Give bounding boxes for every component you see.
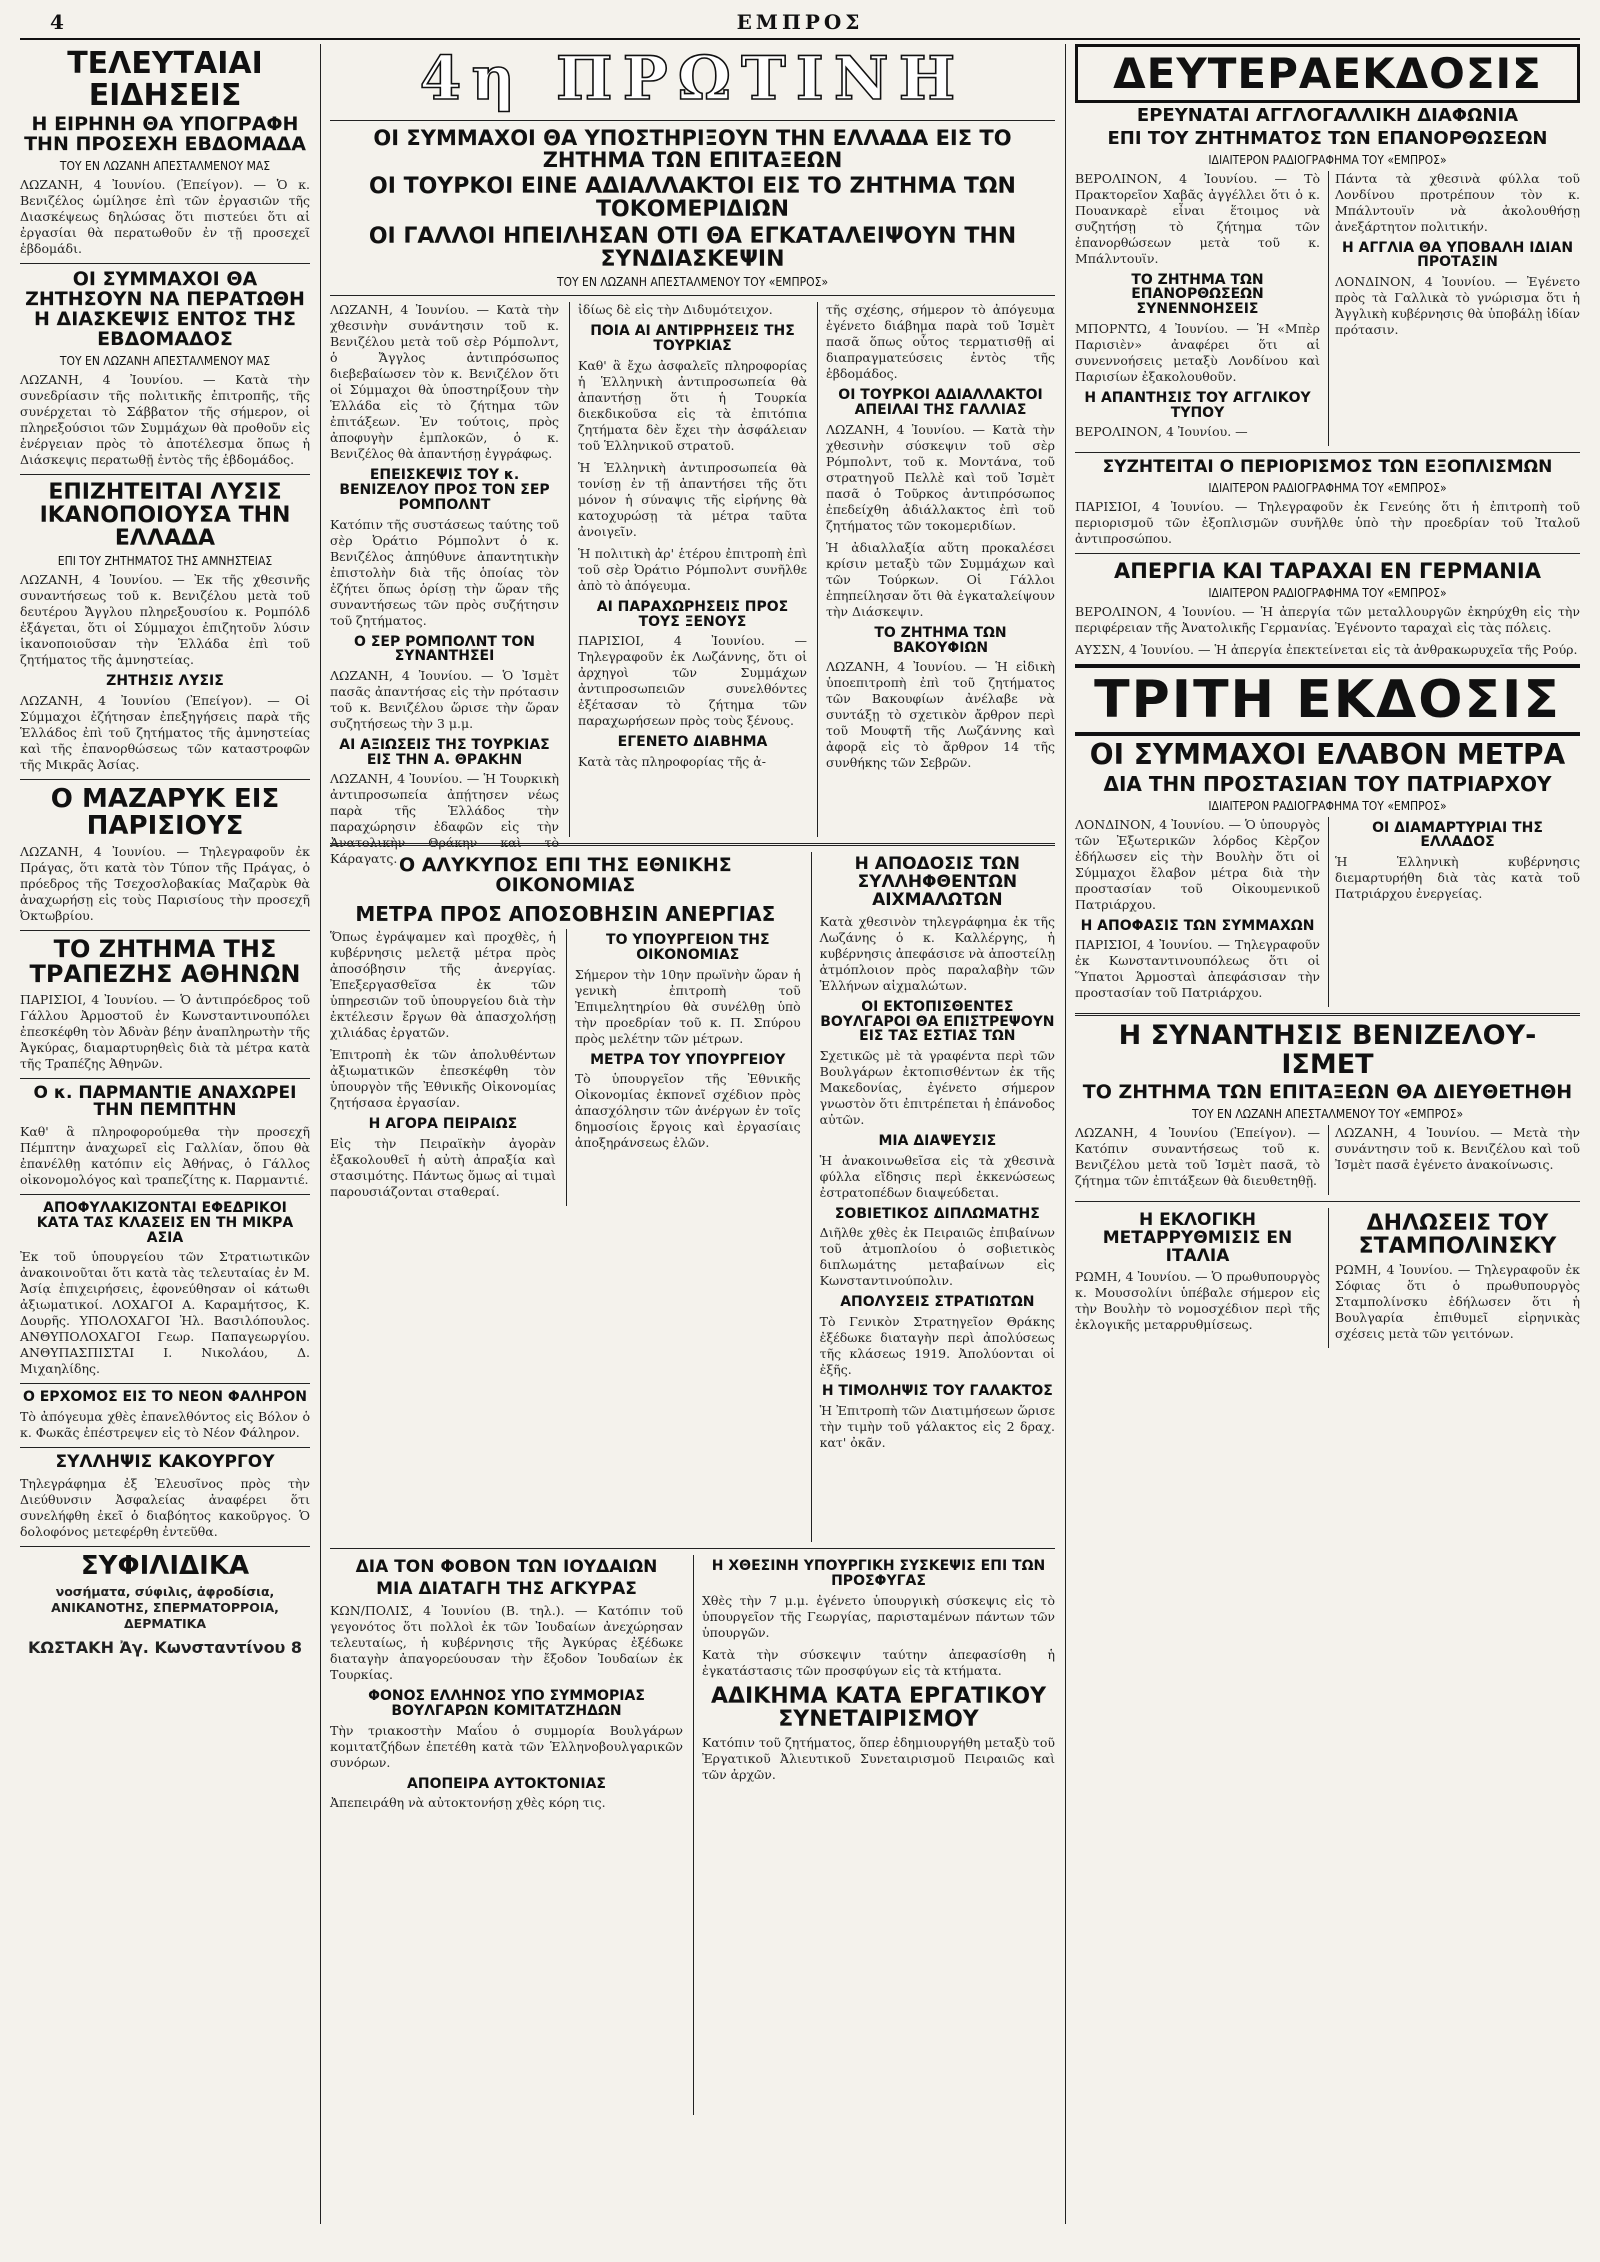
middle-section (330, 852, 1055, 1542)
masthead: ΕΜΠΡΟΣ (736, 10, 864, 34)
article-text: Σχετικῶς μὲ τὰ γραφέντα περὶ τῶν Βουλγάρων ἐκτοπισθέντων ἐκ τῆς Μακεδονίας, ἐγένετο σήμερον γνωστὸν ὅτι ἐπιτρέπεται ἡ ἐπάνοδος αὐτῶν. (819, 1048, 1055, 1128)
headline: ΔΙΑ ΤΟΝ ΦΟΒΟΝ ΤΩΝ ΙΟΥΔΑΙΩΝ (355, 1557, 658, 1578)
headline: ΕΡΕΥΝΑΤΑΙ ΑΓΓΛΟΓΑΛΛΙΚΗ ΔΙΑΦΩΝΙΑ (1136, 105, 1519, 126)
headline: Η ΑΓΟΡΑ ΠΕΙΡΑΙΩΣ (368, 1116, 518, 1133)
headline: Ο ΜΑΖΑΡΥΚ ΕΙΣ ΠΑΡΙΣΙΟΥΣ (50, 783, 280, 841)
page-number: 4 (50, 10, 64, 34)
headline: ΑΠΟΠΕΙΡΑ ΑΥΤΟΚΤΟΝΙΑΣ (407, 1775, 606, 1792)
headline: ΕΠΙΖΗΤΕΙΤΑΙ ΛΥΣΙΣ ΙΚΑΝΟΠΟΙΟΥΣΑ ΤΗΝ ΕΛΛΑΔΑ (39, 479, 291, 551)
byline: ΙΔΙΑΙΤΕΡΟΝ ΡΑΔΙΟΓΡΑΦΗΜΑ ΤΟΥ «ΕΜΠΡΟΣ» (1208, 798, 1447, 813)
headline: ΕΠΕΙΣΚΕΨΙΣ ΤΟΥ κ. ΒΕΝΙΖΕΛΟΥ ΠΡΟΣ ΤΟΝ ΣΕΡ ΡΟΜΠΟΛΝΤ (339, 467, 550, 513)
article-text: ΛΩΖΑΝΗ, 4 Ἰουνίου. (Ἐπείγον). — Ὁ κ. Βενιζέλος ὡμίλησε ἐπὶ τῶν ἐργασιῶν τῆς Διασκέψεως δηλώσας ὅτι πιστεύει ὅτι αἱ ἐργασίαι θὰ περατωθοῦν ἐν τῇ προσεχεῖ ἑβδομάδι. (20, 176, 310, 256)
subheadline: ΔΙΑ ΤΗΝ ΠΡΟΣΤΑΣΙΑΝ ΤΟΥ ΠΑΤΡΙΑΡΧΟΥ (1103, 771, 1552, 796)
headline: ΤΟ ΖΗΤΗΜΑ ΤΗΣ ΤΡΑΠΕΖΗΣ ΑΘΗΝΩΝ (29, 935, 301, 989)
story-column (1075, 1125, 1320, 1195)
article-text: Διῆλθε χθὲς ἐκ Πειραιῶς ἐπιβαίνων τοῦ ἀτμοπλοίου ὁ σοβιετικὸς διπλωμάτης μεταβαίνων εἰς Κωνσταντινούπολιν. (819, 1225, 1055, 1289)
headline: ΜΙΑ ΔΙΑΨΕΥΣΙΣ (878, 1133, 997, 1150)
article-text: ΠΑΡΙΣΙΟΙ, 4 Ἰουνίου. — Ὁ ἀντιπρόεδρος τοῦ Γάλλου Ἀρμοστοῦ ἐν Κωνσταντινουπόλει ἐπεσκέφθη τὸν Ἀδνὰν βέην ἀναπληρωτὴν τῆς Ἀγκύρας, διαμαρτυρηθεὶς διὰ τὰ μέτρα κατὰ τῆς Τραπέζης Ἀθηνῶν. (20, 991, 310, 1071)
article-text: ΚΩΝ/ΠΟΛΙΣ, 4 Ἰουνίου (Β. τηλ.). — Κατόπιν τοῦ γεγονότος ὅτι πολλοὶ ἐκ τῶν Ἰουδαίων ἀνεχώρησαν τελευταίως, ἡ κυβέρνησις τῆς Ἀγκύρας ἐξέδωκε διαταγὴν ἀπαγορεύουσαν τὴν ἔξοδον Ἰουδαίων ἐκ Τουρκίας. (330, 1603, 683, 1683)
headline: Η ΑΓΓΛΙΑ ΘΑ ΥΠΟΒΑΛΗ ΙΔΙΑΝ ΠΡΟΤΑΣΙΝ (1341, 239, 1574, 271)
article-text: ΑΥΣΣΝ, 4 Ἰουνίου. — Ἡ ἀπεργία ἐπεκτείνεται εἰς τὰ ἀνθρακωρυχεῖα τῆς Ρούρ. (1075, 642, 1578, 658)
article-text: Ἡ πολιτικὴ ἀρ' ἑτέρου ἐπιτροπὴ ἐπὶ τοῦ σὲρ Ὀράτιο Ρόμπολντ συνῆλθε ἀπὸ τὸ ἀπόγευμα. (578, 545, 807, 593)
story-column (817, 302, 1055, 837)
article-text: Κατὰ χθεσινὸν τηλεγράφημα ἐκ τῆς Λωζάνης ὁ κ. Καλλέργης, ἡ κυβέρνησις ἀπεφάσισε νὰ ἀποστείλῃ ἀτμόπλοιον πρὸς παραλαβὴν τῶν Ἑλλήνων αἰχμαλώτων. (819, 914, 1055, 993)
story-columns (1075, 171, 1580, 446)
article-text: ΠΑΡΙΣΙΟΙ, 4 Ἰουνίου. — Τηλεγραφοῦν ἐκ Κωνσταντινουπόλεως ὅτι οἱ Ὕπατοι Ἁρμοσταὶ ἀπεφάσισαν τὴν προστασίαν τοῦ Πατριάρχου. (1075, 937, 1320, 1001)
headline: ΟΙ ΣΥΜΜΑΧΟΙ ΕΛΑΒΟΝ ΜΕΤΡΑ (1089, 738, 1566, 772)
headline: ΑΙ ΠΑΡΑΧΩΡΗΣΕΙΣ ΠΡΟΣ ΤΟΥΣ ΞΕΝΟΥΣ (596, 598, 789, 630)
headline: Η ΑΠΟΦΑΣΙΣ ΤΩΝ ΣΥΜΜΑΧΩΝ (1080, 917, 1315, 934)
article-text: ΜΠΟΡΝΤΩ, 4 Ἰουνίου. — Ἡ «Μπὲρ Παρισιὲν» ἀναφέρει ὅτι αἱ συνεννοήσεις μεταξὺ Λονδίνου καὶ Παρισίων ἐξακολουθοῦν. (1075, 320, 1320, 384)
headline: ΟΙ ΤΟΥΡΚΟΙ ΑΔΙΑΛΛΑΚΤΟΙ ΑΠΕΙΛΑΙ ΤΗΣ ΓΑΛΛΙΑΣ (838, 387, 1043, 419)
center-section (330, 44, 1055, 2224)
article-text: ΒΕΡΟΛΙΝΟΝ, 4 Ἰουνίου. — Τὸ Πρακτορεῖον Χαβᾶς ἀγγέλλει ὅτι ὁ κ. Πουανκαρὲ εἶναι ἕτοιμος νὰ συζητήσῃ τὸ ζήτημα τῶν ἐπανορθώσεων μετὰ τοῦ κ. Μπάλντουϊν. (1075, 170, 1320, 266)
headline: ΤΟ ΖΗΤΗΜΑ ΤΩΝ ΕΠΑΝΟΡΘΩΣΕΩΝ ΣΥΝΕΝΝΟΗΣΕΙΣ (1131, 271, 1264, 318)
article-text: Τὸ Γενικὸν Στρατηγεῖον Θράκης ἐξέδωκε διαταγὴν περὶ ἀπολύσεως τῆς κλάσεως 1919. Ἀπολύονται οἱ ἐξῆς. (819, 1314, 1055, 1378)
article-text: Τὸ ὑπουργεῖον τῆς Ἐθνικῆς Οἰκονομίας ἐκπονεῖ σχέδιον πρὸς ἀπασχόλησιν τῶν ἀνέργων ἐν τοῖς δημοσίοις ἔργοις καὶ ἐργασίαις ἀποξηράνσεως ἑλῶν. (574, 1071, 801, 1151)
subheadline: ΜΕΤΡΑ ΠΡΟΣ ΑΠΟΣΟΒΗΣΙΝ ΑΝΕΡΓΙΑΣ (355, 902, 776, 927)
article-text: Κατὰ τὰς πληροφορίας τῆς ἀ- (578, 753, 766, 769)
bottom-section (330, 1555, 1055, 2115)
article-text: ΛΩΖΑΝΗ, 4 Ἰουνίου. — Κατὰ τὴν συνεδρίασιν τῆς πολιτικῆς ἐπιτροπῆς, τῆς συνέρχεται τὸ Σάββατον τῆς σήμερον, οἱ πληρεξούσιοι τῶν Συμμάχων θὰ προθοῦν εἰς ἐνέργειαν πρὸς τὸ ἀποτέλεσμα ὅπως ἡ Διάσκεψις περατωθῇ ἐντὸς τῆς ἑβδομάδος. (20, 371, 310, 467)
article-text: ΒΕΡΟΛΙΝΟΝ, 4 Ἰουνίου. — (1075, 424, 1248, 440)
story-columns (1075, 817, 1580, 1008)
story-column (1075, 1208, 1320, 1348)
article-text: Πάντα τὰ χθεσινὰ φύλλα τοῦ Λονδίνου προτρέπουν τὸν κ. Μπάλντουϊν νὰ ἀκολουθήσῃ ἀνεξάρτητον πολιτικήν. (1335, 170, 1580, 234)
article-text: Τηλεγράφημα ἐξ Ἐλευσῖνος πρὸς τὴν Διεύθυνσιν Ἀσφαλείας ἀναφέρει ὅτι συνελήφθη ἐκεῖ ὁ διαβόητος κακοῦργος. Ὁ δολοφόνος μετεφέρθη ἐντεῦθα. (20, 1475, 310, 1539)
article-text: Ἀπεπειράθη νὰ αὐτοκτονήσῃ χθὲς κόρη τις. (330, 1795, 606, 1811)
story-column (811, 852, 1055, 1542)
article-text: Κατόπιν τῆς συστάσεως ταύτης τοῦ σὲρ Ὀράτιο Ρόμπολντ ὁ κ. Βενιζέλος ἀπηύθυνε ἀπαντητικὴν ἐπιστολὴν διὰ τῆς ὁποίας τὸν ἐζήτει ὅπως ὁρίσῃ τὴν ὥραν τῆς συναντήσεως τῶν πρὸς συζήτησιν τοῦ ζητήματος. (330, 516, 559, 628)
article-text: ΛΩΖΑΝΗ, 4 Ἰουνίου. — Τηλεγραφοῦν ἐκ Πράγας, ὅτι κατὰ τὸν Τύπον τῆς Πράγας, ὁ πρόεδρος τῆς Τσεχοσλοβακίας Μαζαρὺκ θὰ ἀναχωρήσῃ εἰς τοὺς Παρισίους τὴν προσεχῆ Ὀκτωβρίου. (20, 844, 310, 924)
headline: ΔΗΛΩΣΕΙΣ ΤΟΥ ΣΤΑΜΠΟΛΙΝΣΚΥ (1358, 1210, 1557, 1259)
headline: ΤΕΛΕΥΤΑΙΑΙ ΕΙΔΗΣΕΙΣ (67, 46, 263, 113)
column-divider (1065, 44, 1066, 2224)
article-text: ΡΩΜΗ, 4 Ἰουνίου. — Τηλεγραφοῦν ἐκ Σόφιας ὅτι ὁ πρωθυπουργὸς Σταμπολίνσκυ ἐδήλωσεν ὅτι ἡ Βουλγαρία ἐπιθυμεῖ εἰρηνικὰς σχέσεις μετὰ τῶν γειτόνων. (1335, 1262, 1580, 1341)
byline: ΙΔΙΑΙΤΕΡΟΝ ΡΑΔΙΟΓΡΑΦΗΜΑ ΤΟΥ «ΕΜΠΡΟΣ» (1208, 481, 1447, 496)
story-columns (1075, 1208, 1580, 1348)
main-headline: ΟΙ ΤΟΥΡΚΟΙ ΕΙΝΕ ΑΔΙΑΛΛΑΚΤΟΙ ΕΙΣ ΤΟ ΖΗΤΗΜΑ ΤΩΝ ΤΟΚΟΜΕΡΙΔΙΩΝ (369, 174, 1016, 223)
article-text: ΛΩΖΑΝΗ, 4 Ἰουνίου. — Ἡ Τουρκικὴ ἀντιπροσωπεία ἀπῄτησεν νέως παρὰ τῆς Ἑλλάδος τὴν παραχώρησιν ἐδαφῶν εἰς τὴν Ἀνατολικὴν Θράκην καὶ τὸ Κάραγατς. (330, 771, 559, 867)
headline: Η ΕΙΡΗΝΗ ΘΑ ΥΠΟΓΡΑΦΗ ΤΗΝ ΠΡΟΣΕΧΗ ΕΒΔΟΜΑΔΑ (24, 113, 306, 155)
article-text: ΛΩΖΑΝΗ, 4 Ἰουνίου. — Ἡ εἰδικὴ ὑποεπιτροπὴ ἐπὶ τοῦ ζητήματος τῶν Βακουφίων ἀνέλαβε νὰ συντάξῃ τὸ σχετικὸν ἄρθρον περὶ τοῦ Μουφτῆ τῆς Λωζάννης καὶ ἀφορᾷ εἰς τὸ ἄρθρον 14 τῆς συνθήκης τῶν Σεβρῶν. (826, 659, 1055, 771)
article-text: Καθ' ἃ πληροφορούμεθα τὴν προσεχῆ Πέμπτην ἀναχωρεῖ εἰς Γαλλίαν, ὅπου θὰ ἐπανέλθῃ κατόπιν εἰς Ἀθήνας, ὁ Γάλλος οἰκονομολόγος καὶ τραπεζίτης κ. Παρμαντιέ. (20, 1124, 310, 1188)
newspaper-page (20, 10, 1580, 2230)
article-text: Ἡ ἀνακοινωθεῖσα εἰς τὰ χθεσινὰ φύλλα εἴδησις περὶ ἐκκενώσεως ἐστρατοπέδων διαψεύδεται. (819, 1152, 1055, 1200)
main-headline: ΟΙ ΓΑΛΛΟΙ ΗΠΕΙΛΗΣΑΝ ΟΤΙ ΘΑ ΕΓΚΑΤΑΛΕΙΨΟΥΝ ΤΗΝ ΣΥΝΔΙΑΣΚΕΨΙΝ (368, 224, 1017, 273)
article-text: Ἐκ τοῦ ὑπουργείου τῶν Στρατιωτικῶν ἀνακοινοῦται ὅτι κατὰ τὰς τελευταίας ἐν Μ. Ἀσίᾳ ἐπιχειρήσεις, ἐφονεύθησαν οἱ κάτωθι ἀξιωματικοί. ΛΟΧΑΓΟΙ Α. Καραμήτσος, Κ. Δουρῆς. ΥΠΟΛΟΧΑΓΟΙ Ἠλ. Βασιλόπουλος. ΑΝΘΥΠΟΛΟΧΑΓΟΙ Γεωρ. Παπαγεωργίου. ΑΝΘΥΠΑΣΠΙΣΤΑΙ Ι. Νικολάου, Δ. Μιχαηλίδης. (20, 1249, 310, 1377)
story-column (1328, 171, 1580, 446)
article-text: Ἡ Ἑλληνικὴ κυβέρνησις διεμαρτυρήθη διὰ τὰς κατὰ τοῦ Πατριάρχου ἐνεργείας. (1335, 853, 1580, 901)
main-headline: ΟΙ ΣΥΜΜΑΧΟΙ ΘΑ ΥΠΟΣΤΗΡΙΞΟΥΝ ΤΗΝ ΕΛΛΑΔΑ ΕΙΣ ΤΟ ΖΗΤΗΜΑ ΤΩΝ ΕΠΙΤΑΞΕΩΝ (373, 126, 1012, 173)
story-column (330, 302, 559, 867)
article-text: Σήμερον τὴν 10ην πρωϊνὴν ὥραν ἡ γενικὴ ἐπιτροπὴ τοῦ Ἐπιμελητηρίου θὰ συνέλθῃ ὑπὸ τὴν προεδρίαν τοῦ κ. Π. Σπύρου πρὸς μελέτην τῶν μέτρων. (574, 966, 801, 1046)
headline: Η ΑΠΟΔΟΣΙΣ ΤΩΝ ΣΥΛΛΗΦΘΕΝΤΩΝ ΑΙΧΜΑΛΩΤΩΝ (854, 854, 1020, 911)
article-text: Κατόπιν τοῦ ζητήματος, ὅπερ ἐδημιουργήθη μεταξὺ τοῦ Ἐργατικοῦ Ἀλιευτικοῦ Συνεταιρισμοῦ Πειραιῶς καὶ τῶν ἀρχῶν. (702, 1735, 1055, 1783)
headline: ΣΥΖΗΤΕΙΤΑΙ Ο ΠΕΡΙΟΡΙΣΜΟΣ ΤΩΝ ΕΞΟΠΛΙΣΜΩΝ (1102, 457, 1553, 478)
article-text: ΛΟΝΔΙΝΟΝ, 4 Ἰουνίου. — Ὁ ὑπουργὸς τῶν Ἐξωτερικῶν λόρδος Κὲρζον ἐδήλωσεν εἰς τὴν Βουλὴν ὅτι οἱ Σύμμαχοι ἔλαβον μέτρα διὰ τὴν προστασίαν τοῦ Οἰκουμενικοῦ Πατριάρχου. (1075, 816, 1320, 912)
article-text: ΛΩΖΑΝΗ, 4 Ἰουνίου (Ἐπείγον). — Κατόπιν συναντήσεως τοῦ κ. Βενιζέλου μετὰ τοῦ Ἰσμὲτ πασᾶ, τὸ ζήτημα τῶν ἐπιτάξεων θὰ διευθετηθῇ. (1075, 1124, 1320, 1188)
article-text: ἰδίως δὲ εἰς τὴν Διδυμότειχον. (578, 302, 773, 318)
story-column (330, 1555, 683, 2115)
headline: Η ΣΥΝΑΝΤΗΣΙΣ ΒΕΝΙΖΕΛΟΥ-ΙΣΜΕΤ (1118, 1020, 1537, 1080)
article-text: Κατὰ τὴν σύσκεψιν ταύτην ἀπεφασίσθη ἡ ἐγκατάστασις τῶν προσφύγων εἰς τὰ κτήματα. (702, 1646, 1055, 1678)
article-text: Εἰς τὴν Πειραϊκὴν ἀγορὰν ἐξακολουθεῖ ἡ αὐτὴ ἀπραξία καὶ στασιμότης. Πάντως ὅμως αἱ τιμαὶ παρουσιάζονται σταθεραί. (330, 1136, 556, 1200)
byline: ΙΔΙΑΙΤΕΡΟΝ ΡΑΔΙΟΓΡΑΦΗΜΑ ΤΟΥ «ΕΜΠΡΟΣ» (1208, 152, 1447, 167)
headline: ΑΔΙΚΗΜΑ ΚΑΤΑ ΕΡΓΑΤΙΚΟΥ ΣΥΝΕΤΑΙΡΙΣΜΟΥ (710, 1683, 1047, 1732)
subheadline: ΤΟ ΖΗΤΗΜΑ ΤΩΝ ΕΠΙΤΑΞΕΩΝ ΘΑ ΔΙΕΥΘΕΤΗΘΗ (1082, 1080, 1573, 1103)
main-story-columns (330, 302, 1055, 867)
headline: ΠΟΙΑ ΑΙ ΑΝΤΙΡΡΗΣΕΙΣ ΤΗΣ ΤΟΥΡΚΙΑΣ (590, 323, 795, 355)
article-text: ΛΩΖΑΝΗ, 4 Ἰουνίου. — Ὁ Ἰσμὲτ πασᾶς ἀπαντήσας εἰς τὴν πρότασιν τοῦ κ. Βενιζέλου ὥρισε τὴν ὥραν συζητήσεως τὴν 3 μ.μ. (330, 667, 559, 731)
article-text: ΛΩΖΑΝΗ, 4 Ἰουνίου. — Κατὰ τὴν χθεσινὴν συνάντησιν τοῦ κ. Βενιζέλου μετὰ τοῦ σὲρ Ρόμπολντ, ὁ Ἄγγλος ἀντιπρόσωπος διεβεβαίωσεν τὸν κ. Βενιζέλον ὅτι οἱ Σύμμαχοι θὰ ὑποστηρίξουν τὴν Ἑλλάδα εἰς τὸ ζήτημα τῶν ἐπιτάξεων. Ἐν τούτοις, πρὸς ἀποφυγὴν ἐμπλοκῶν, ὁ κ. Βενιζέλος θὰ ἀπαντήσῃ ἐγγράφως. (330, 302, 559, 462)
headline: ΑΠΕΡΓΙΑ ΚΑΙ ΤΑΡΑΧΑΙ ΕΝ ΓΕΡΜΑΝΙΑ (1114, 559, 1541, 584)
headline: ΤΟ ΥΠΟΥΡΓΕΙΟΝ ΤΗΣ ΟΙΚΟΝΟΜΙΑΣ (606, 932, 770, 964)
article-text: Χθὲς τὴν 7 μ.μ. ἐγένετο ὑπουργικὴ σύσκεψις εἰς τὸ ὑπουργεῖον τῆς Γεωργίας, παρισταμένων πάντων τῶν ὑπουργῶν. (702, 1592, 1055, 1640)
byline: ΤΟΥ ΕΝ ΛΩΖΑΝΗ ΑΠΕΣΤΑΛΜΕΝΟΥ ΜΑΣ (59, 158, 271, 173)
subheadline: ΕΠΙ ΤΟΥ ΖΗΤΗΜΑΤΟΣ ΤΩΝ ΕΠΑΝΟΡΘΩΣΕΩΝ (1107, 127, 1548, 149)
economy-columns (330, 929, 801, 1206)
headline: ΦΟΝΟΣ ΕΛΛΗΝΟΣ ΥΠΟ ΣΥΜΜΟΡΙΑΣ ΒΟΥΛΓΑΡΩΝ ΚΟΜΙΤΑΤΖΗΔΩΝ (368, 1688, 645, 1719)
advertisement-text: νοσήματα, σύφιλις, ἀφροδίσια, ΑΝΙΚΑΝΟΤΗΣ, ΣΠΕΡΜΑΤΟΡΡΟΙΑ, ΔΕΡΜΑΤΙΚΑ (51, 1584, 279, 1632)
article-text: τῆς σχέσης, σήμερον τὸ ἀπόγευμα ἐγένετο διάβημα παρὰ τοῦ Ἰσμὲτ πασᾶ ὅπως οὗτος τερματισθῇ αἱ διαπραγματεύσεις ἐντὸς τῆς ἑβδομάδος. (826, 302, 1055, 382)
story-column (1328, 1208, 1580, 1348)
headline: Η ΧΘΕΣΙΝΗ ΥΠΟΥΡΓΙΚΗ ΣΥΣΚΕΨΙΣ ΕΠΙ ΤΩΝ ΠΡΟΣΦΥΓΑΣ (711, 1558, 1046, 1590)
headline: ΟΙ ΔΙΑΜΑΡΤΥΡΙΑΙ ΤΗΣ ΕΛΛΑΔΟΣ (1372, 819, 1543, 851)
right-column (1075, 44, 1580, 2224)
headline: Η ΤΙΜΟΛΗΨΙΣ ΤΟΥ ΓΑΛΑΚΤΟΣ (821, 1383, 1053, 1400)
article-text: ΛΟΝΔΙΝΟΝ, 4 Ἰουνίου. — Ἐγένετο πρὸς τὰ Γαλλικὰ τὸ γνώρισμα ὅτι ἡ Ἀγγλικὴ κυβέρνησις θὰ ὑποβάλῃ ἰδίαν πρότασιν. (1335, 274, 1580, 338)
headline: ΑΠΟΦΥΛΑΚΙΖΟΝΤΑΙ ΕΦΕΔΡΙΚΟΙ ΚΑΤΑ ΤΑΣ ΚΛΑΣΕΙΣ ΕΝ ΤΗ ΜΙΚΡΑ ΑΣΙΑ (36, 1200, 294, 1246)
story-column (693, 1555, 1055, 2115)
article-text: ΡΩΜΗ, 4 Ἰουνίου. — Ὁ πρωθυπουργὸς κ. Μουσσολίνι ὑπέβαλε σήμερον εἰς τὴν Βουλὴν τὸ νομοσχέδιον περὶ τῆς ἐκλογικῆς μεταρρυθμίσεως. (1075, 1269, 1320, 1333)
edition-banner (330, 44, 1055, 114)
article-text: ΛΩΖΑΝΗ, 4 Ἰουνίου (Ἐπείγον). — Οἱ Σύμμαχοι ἐζήτησαν ἐπεξηγήσεις παρὰ τῆς Ἑλλάδος ἐπὶ τοῦ ζητήματος τῆς ἀμνηστείας καὶ τῆς ἐπανορθώσεως τῶν καταστροφῶν τῆς Μικρᾶς Ἀσίας. (20, 692, 310, 772)
headline: ΖΗΤΗΣΙΣ ΛΥΣΙΣ (106, 672, 224, 689)
headline: ΟΙ ΣΥΜΜΑΧΟΙ ΘΑ ΖΗΤΗΣΟΥΝ ΝΑ ΠΕΡΑΤΩΘΗ Η ΔΙΑΣΚΕΨΙΣ ΕΝΤΟΣ ΤΗΣ ΕΒΔΟΜΑΔΟΣ (25, 267, 305, 350)
headline: Ο ΑΛΥΚΥΠΟΣ ΕΠΙ ΤΗΣ ΕΘΝΙΚΗΣ ΟΙΚΟΝΟΜΙΑΣ (398, 854, 732, 897)
byline: ΤΟΥ ΕΝ ΛΩΖΑΝΗ ΑΠΕΣΤΑΛΜΕΝΟΥ ΤΟΥ «ΕΜΠΡΟΣ» (556, 275, 829, 290)
article-text: ΒΕΡΟΛΙΝΟΝ, 4 Ἰουνίου. — Ἡ ἀπεργία τῶν μεταλλουργῶν ἐκηρύχθη εἰς τὴν περιφέρειαν τῆς Ἀνατολικῆς Γερμανίας. Ἐγένοντο ταραχαὶ εἰς τὰς πόλεις. (1075, 604, 1580, 636)
left-column (20, 44, 310, 2224)
headline: Ο ΕΡΧΟΜΟΣ ΕΙΣ ΤΟ ΝΕΟΝ ΦΑΛΗΡΟΝ (22, 1389, 308, 1406)
story-column (330, 929, 556, 1206)
page-header (20, 10, 1580, 40)
article-text: Ἡ Ἐπιτροπὴ τῶν Διατιμήσεων ὥρισε τὴν τιμὴν τοῦ γάλακτος εἰς 2 δραχ. κατ' ὀκᾶν. (819, 1402, 1055, 1450)
headline: ΟΙ ΕΚΤΟΠΙΣΘΕΝΤΕΣ ΒΟΥΛΓΑΡΟΙ ΘΑ ΕΠΙΣΤΡΕΨΟΥΝ ΕΙΣ ΤΑΣ ΕΣΤΙΑΣ ΤΩΝ (820, 999, 1055, 1045)
headline: Ο κ. ΠΑΡΜΑΝΤΙΕ ΑΝΑΧΩΡΕΙ ΤΗΝ ΠΕΜΠΤΗΝ (33, 1082, 297, 1121)
byline: ΙΔΙΑΙΤΕΡΟΝ ΡΑΔΙΟΓΡΑΦΗΜΑ ΤΟΥ «ΕΜΠΡΟΣ» (1208, 586, 1447, 601)
headline: ΑΙ ΑΞΙΩΣΕΙΣ ΤΗΣ ΤΟΥΡΚΙΑΣ ΕΙΣ ΤΗΝ Α. ΘΡΑΚΗΝ (339, 736, 550, 768)
edition-title: ΠΡΩΤΙΝΗ (555, 44, 966, 114)
article-text: ΛΩΖΑΝΗ, 4 Ἰουνίου. — Ἐκ τῆς χθεσινῆς συναντήσεως τοῦ κ. Βενιζέλου μετὰ τοῦ δευτέρου Ἄγγλου πληρεξουσίου κ. Ρομπόλδ ἐξάγεται, ὅτι οἱ Σύμμαχοι ἐπιζητοῦν λύσιν ἱκανοποιοῦσαν τὴν Ἑλλάδα ἐπὶ τοῦ ζητήματος τῆς ἀμνηστείας. (20, 571, 310, 667)
story-column (1328, 1125, 1580, 1195)
headline: ΣΥΛΛΗΨΙΣ ΚΑΚΟΥΡΓΟΥ (55, 1452, 275, 1472)
headline: ΑΠΟΛΥΣΕΙΣ ΣΤΡΑΤΙΩΤΩΝ (840, 1294, 1035, 1311)
story-columns (1075, 1125, 1580, 1195)
economy-story (330, 852, 801, 1542)
advertisement-text: ΚΩΣΤΑΚΗ Ἀγ. Κωνσταντίνου 8 (27, 1638, 303, 1658)
article-text: ΛΩΖΑΝΗ, 4 Ἰουνίου. — Κατὰ τὴν χθεσινὴν σύσκεψιν τοῦ σὲρ Ρόμπολντ, τοῦ κ. Μοντάνα, τοῦ στρατηγοῦ Πελλὲ καὶ τοῦ Ἰσμὲτ πασᾶ ὁ Τοῦρκος ἀντιπρόσωπος ἐπεδείχθη ἀδιάλλακτος ἐπὶ τοῦ ζητήματος τῶν τοκομεριδίων. (826, 421, 1055, 533)
article-text: Καθ' ἃ ἔχω ἀσφαλεῖς πληροφορίας ἡ Ἑλληνικὴ ἀντιπροσωπεία θὰ ἀπαντήσῃ ὅτι ἡ Τουρκία διεκδικοῦσα εἰς τὰ ἐπιτόπια ζητήματα δὲν ἔχει τὴν ἀσφάλειαν τοῦ Ἑλληνικοῦ στρατοῦ. (578, 357, 807, 453)
headline: Η ΑΠΑΝΤΗΣΙΣ ΤΟΥ ΑΓΓΛΙΚΟΥ ΤΥΠΟΥ (1084, 389, 1311, 421)
byline: ΤΟΥ ΕΝ ΛΩΖΑΝΗ ΑΠΕΣΤΑΛΜΕΝΟΥ ΜΑΣ (59, 353, 271, 368)
edition-banner: ΔΕΥΤΕΡΑΕΚΔΟΣΙΣ (1075, 44, 1580, 103)
headline: Ο ΣΕΡ ΡΟΜΠΟΛΝΤ ΤΟΝ ΣΥΝΑΝΤΗΣΕΙ (354, 633, 535, 665)
subheadline: ΕΠΙ ΤΟΥ ΖΗΤΗΜΑΤΟΣ ΤΗΣ ΑΜΝΗΣΤΕΙΑΣ (57, 553, 273, 568)
advertisement-title: ΣΥΦΙΛΙΔΙΚΑ (80, 1550, 250, 1581)
article-text: Ἐπιτροπὴ ἐκ τῶν ἀπολυθέντων ἀξιωματικῶν ἐπεσκέφθη τὸν ὑπουργὸν τῆς Ἐθνικῆς Οἰκονομίας ζητήσασα ἐργασίαν. (330, 1047, 556, 1111)
edition-banner: ΤΡΙΤΗ ΕΚΔΟΣΙΣ (1075, 664, 1580, 736)
edition-ordinal: 4η (419, 44, 526, 114)
article-text: Ἡ ἀδιαλλαξία αὕτη προκαλέσει κρίσιν μεταξὺ τῶν Συμμάχων καὶ τῶν Τούρκων. Οἱ Γάλλοι ἐπηπείλησαν ὅτι θὰ ἐγκαταλείψουν τὴν Διάσκεψιν. (826, 539, 1055, 619)
headline: ΜΕΤΡΑ ΤΟΥ ΥΠΟΥΡΓΕΙΟΥ (590, 1051, 786, 1068)
article-text: ΠΑΡΙΣΙΟΙ, 4 Ἰουνίου. — Τηλεγραφοῦν ἐκ Λωζάννης, ὅτι οἱ ἀρχηγοὶ τῶν Συμμάχων ἀντιπροσωπειῶν συνελθόντες ἐξέτασαν τὸ ζήτημα τῶν παραχωρήσεων πρὸς τοὺς ξένους. (578, 633, 807, 729)
story-column (569, 302, 807, 837)
subheadline: ΜΙΑ ΔΙΑΤΑΓΗ ΤΗΣ ΑΓΚΥΡΑΣ (376, 1579, 637, 1600)
headline: ΤΟ ΖΗΤΗΜΑ ΤΩΝ ΒΑΚΟΥΦΙΩΝ (874, 624, 1007, 656)
story-column (1075, 817, 1320, 1008)
column-divider (320, 44, 321, 2224)
story-column (1328, 817, 1580, 1008)
article-text: Ὅπως ἐγράψαμεν καὶ προχθὲς, ἡ κυβέρνησις μελετᾷ μέτρα πρὸς ἀποσόβησιν τῆς ἀνεργίας. Ἐπεξεργασθεῖσα ἐκ τῶν ὑπηρεσιῶν τοῦ ὑπουργείου διὰ τὴν ἐκτέλεσιν ἔργων θὰ ἀπασχολήσῃ χιλιάδας ἐργατῶν. (330, 929, 556, 1041)
article-text: Τὸ ἀπόγευμα χθὲς ἐπανελθόντος εἰς Βόλον ὁ κ. Φωκᾶς ἐπέστρεψεν εἰς τὸ Νέον Φάληρον. (20, 1409, 310, 1440)
story-column (566, 929, 801, 1206)
headline: ΕΓΕΝΕΤΟ ΔΙΑΒΗΜΑ (617, 734, 768, 751)
headline: ΣΟΒΙΕΤΙΚΟΣ ΔΙΠΛΩΜΑΤΗΣ (834, 1205, 1040, 1222)
headline: Η ΕΚΛΟΓΙΚΗ ΜΕΤΑΡΡΥΘΜΙΣΙΣ ΕΝ ΙΤΑΛΙΑ (1102, 1209, 1293, 1266)
story-column (1075, 171, 1320, 446)
article-text: Ἡ Ἑλληνικὴ ἀντιπροσωπεία θὰ τονίσῃ ἐν τῇ ἀπαντήσει τῆς ὅτι μόνον ἡ σύναψις τῆς εἰρήνης θὰ κατοχυρώσῃ τὰ μέτρα ταῦτα ἀνοιγεῖν. (578, 459, 807, 539)
article-text: Τὴν τριακοστὴν Μαΐου ὁ συμμορία Βουλγάρων κομιτατζήδων ἐπετέθη κατὰ τῶν Ἑλληνοβουλγαρικῶν συνόρων. (330, 1722, 683, 1770)
article-text: ΠΑΡΙΣΙΟΙ, 4 Ἰουνίου. — Τηλεγραφοῦν ἐκ Γενεύης ὅτι ἡ ἐπιτροπὴ τοῦ περιορισμοῦ τῶν ἐξοπλισμῶν συνῆλθε ὑπὸ τὴν προεδρίαν τοῦ Ἰταλοῦ ἀντιπροσώπου. (1075, 499, 1580, 547)
byline: ΤΟΥ ΕΝ ΛΩΖΑΝΗ ΑΠΕΣΤΑΛΜΕΝΟΥ ΤΟΥ «ΕΜΠΡΟΣ» (1191, 1106, 1464, 1121)
article-text: ΛΩΖΑΝΗ, 4 Ἰουνίου. — Μετὰ τὴν συνάντησιν τοῦ κ. Βενιζέλου καὶ τοῦ Ἰσμὲτ πασᾶ ἐγένετο ἀνακοίνωσις. (1335, 1124, 1580, 1172)
